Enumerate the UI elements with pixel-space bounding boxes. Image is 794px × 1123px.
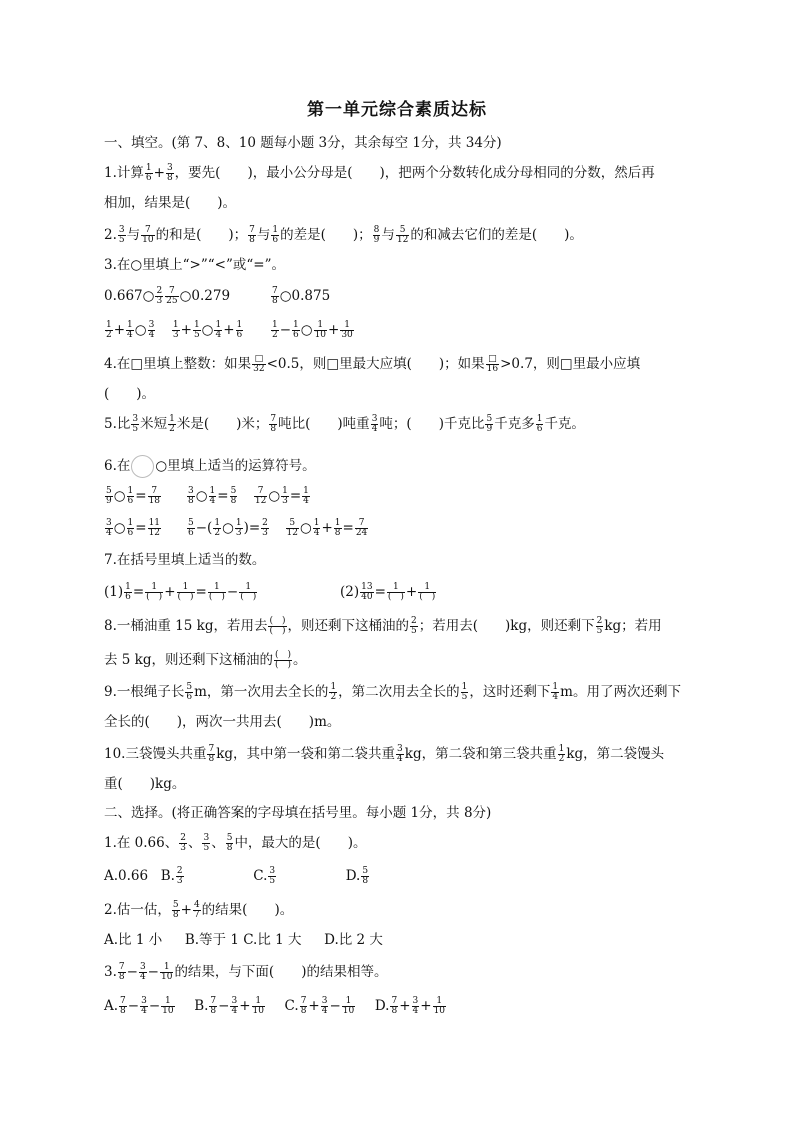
q10-text-d: kg，第二袋馒头 bbox=[566, 746, 665, 762]
s2-q2-option-d: D.比 2 大 bbox=[324, 932, 383, 948]
q9-line-2: 全长的( )，两次一共用去( )m。 bbox=[104, 714, 341, 730]
q6-heading bbox=[104, 455, 316, 478]
s2-q1-line: 1.在 0.66、 $\frac{2}{3}$ 、 $\frac{3}{5}$ 、 $\frac{5}{8}$ 中，最大的是( )。 bbox=[104, 833, 367, 853]
fraction-7-8: $\frac{7}{8}$ bbox=[210, 996, 217, 1016]
q3-text-a: 0.667○ bbox=[104, 288, 155, 304]
q3-row-2-right: $\frac{1}{2}$ − $\frac{1}{6}$ ○ $\frac{1}{10}$ + $\frac{1}{30}$ bbox=[272, 320, 353, 340]
s2-q3-option-d: D. bbox=[374, 998, 390, 1014]
q8-text-c: ；若用去( )kg，则还剩下 bbox=[418, 618, 595, 634]
fraction-7-8: $\frac{7}{8}$ bbox=[270, 414, 277, 434]
q9-text-a: 9.一根绳子长 bbox=[104, 684, 185, 700]
s2-q2-options bbox=[104, 930, 383, 950]
fraction-5-8: $\frac{5}{8}$ bbox=[362, 866, 369, 886]
fraction-3-4: $\frac{3}{4}$ bbox=[106, 518, 112, 538]
fraction-1-10: $\frac{1}{10}$ bbox=[314, 320, 327, 340]
q8-text-e: 去 5 kg，则还剩下这桶油的 bbox=[104, 652, 273, 668]
q7-row-right: (2) $\frac{13}{40}$ = 1 ( ) + 1 ( ) bbox=[340, 582, 436, 602]
q2-number: 2. bbox=[104, 227, 117, 243]
s2-q1-option-a: A.0.66 bbox=[104, 868, 149, 884]
fraction-2-5: $\frac{2}{5}$ bbox=[411, 616, 417, 636]
q5-text-b: 米短 bbox=[140, 416, 168, 432]
fraction-5-8: $\frac{5}{8}$ bbox=[172, 900, 179, 920]
fraction-7-8: $\frac{7}{8}$ bbox=[118, 962, 125, 982]
q6-row-1-mid: $\frac{3}{8}$ ○ $\frac{1}{4}$ = $\frac{5}{8}$ $\frac{7}{12}$ ○ $\frac{1}{3}$ = $\frac{1}{4}$ bbox=[188, 486, 309, 506]
fraction-5-8: $\frac{5}{8}$ bbox=[226, 833, 233, 853]
q3-row-1-right bbox=[270, 286, 330, 306]
q4-text-b: <0.5，则□里最大应填( )；如果 bbox=[266, 356, 485, 372]
fraction-1-4: $\frac{1}{4}$ bbox=[209, 486, 216, 506]
fraction-5-8: $\frac{5}{8}$ bbox=[230, 486, 237, 506]
s2-q2-line: 2.估一估， $\frac{5}{8}$ + $\frac{4}{7}$ 的结果( )。 bbox=[104, 900, 294, 920]
fraction-1-blank: 1 ( ) bbox=[177, 582, 194, 602]
fraction-1-2: $\frac{1}{2}$ bbox=[272, 320, 278, 340]
q7-heading: 7.在括号里填上适当的数。 bbox=[104, 552, 266, 568]
q5-line bbox=[104, 414, 585, 434]
fraction-1-4: $\frac{1}{4}$ bbox=[303, 486, 309, 506]
fraction-8-9: $\frac{8}{9}$ bbox=[373, 225, 380, 245]
s2-q1-option-c: C. bbox=[253, 868, 268, 884]
q7-row: (1) $\frac{1}{6}$ = 1 ( ) + 1 ( ) = 1 ( ) − 1 ( ) bbox=[104, 582, 257, 602]
q2-text-g: 的和减去它们的差是( )。 bbox=[410, 227, 583, 243]
q5-text-c: 米是( )米； bbox=[176, 416, 269, 432]
s2-q3-option-a: A. bbox=[104, 998, 119, 1014]
q5-text-e: 吨；( )千克比 bbox=[379, 416, 485, 432]
fraction-3-4: $\frac{3}{4}$ bbox=[412, 996, 419, 1016]
page-title: 第一单元综合素质达标 bbox=[307, 100, 487, 120]
q4-line-1 bbox=[104, 354, 640, 374]
s2-q3-option-c: C. bbox=[284, 998, 299, 1014]
q10-line-2: 重( )kg。 bbox=[104, 776, 186, 792]
fraction-1-3: $\frac{1}{3}$ bbox=[172, 320, 179, 340]
q9-text-d: ，这时还剩下 bbox=[469, 684, 551, 700]
q6-row-2: $\frac{3}{4}$ ○ $\frac{1}{6}$ = $\frac{11}{12}$ bbox=[106, 518, 161, 538]
q3-text-c: ○0.875 bbox=[279, 288, 331, 304]
s2-q1-text-b: 中，最大的是( )。 bbox=[234, 835, 367, 851]
fraction-7-12: $\frac{7}{12}$ bbox=[254, 486, 267, 506]
q5-text-a: 5.比 bbox=[104, 416, 131, 432]
fraction-1-10: $\frac{1}{10}$ bbox=[433, 996, 446, 1016]
fraction-3-5: $\frac{3}{5}$ bbox=[269, 866, 276, 886]
q8-line-1 bbox=[104, 616, 662, 636]
fraction-3-5: $\frac{3}{5}$ bbox=[132, 414, 139, 434]
fraction-3-4: $\frac{3}{4}$ bbox=[148, 320, 155, 340]
q9-text-c: ，第二次用去全长的 bbox=[338, 684, 460, 700]
fraction-7-18: $\frac{7}{18}$ bbox=[148, 486, 161, 506]
fraction-1-3: $\frac{1}{3}$ bbox=[282, 486, 288, 506]
fraction-1-5: $\frac{1}{5}$ bbox=[461, 682, 468, 702]
fraction-1-10: $\frac{1}{10}$ bbox=[162, 996, 174, 1016]
fraction-5-9: $\frac{5}{9}$ bbox=[106, 486, 112, 506]
section-1-heading: 一、填空。(第 7、8、10 题每小题 3分，其余每空 1分，共 34分) bbox=[104, 135, 502, 151]
q8-text-b: ，则还剩下这桶油的 bbox=[287, 618, 409, 634]
fraction-2-3: $\frac{2}{3}$ bbox=[262, 518, 268, 538]
s2-q3-text-b: 的结果，与下面( )的结果相等。 bbox=[174, 964, 388, 980]
fraction-blank-blank: ( ) ( ) bbox=[269, 616, 286, 636]
s2-q1-option-b: B. bbox=[160, 868, 175, 884]
fraction-1-blank: 1 ( ) bbox=[146, 582, 163, 602]
q5-text-f: 千克多 bbox=[494, 416, 535, 432]
q8-text-a: 8.一桶油重 15 kg，若用去 bbox=[104, 618, 268, 634]
q6-text-a: 6.在 bbox=[104, 458, 131, 474]
s2-q2-option-a: A.比 1 小 bbox=[104, 932, 163, 948]
q6-text-b: ○里填上适当的运算符号。 bbox=[155, 458, 316, 474]
q8-line-2 bbox=[104, 650, 307, 670]
q6-row-1: $\frac{5}{9}$ ○ $\frac{1}{6}$ = $\frac{7}{18}$ bbox=[106, 486, 161, 506]
fraction-2-3: $\frac{2}{3}$ bbox=[180, 833, 186, 853]
fraction-1-6: $\frac{1}{6}$ bbox=[293, 320, 299, 340]
fraction-1-6: $\frac{1}{6}$ bbox=[127, 486, 134, 506]
q2-line bbox=[104, 225, 583, 245]
q3-heading: 3.在○里填上“>”“<”或“=”。 bbox=[104, 257, 286, 273]
fraction-1-6: $\frac{1}{6}$ bbox=[536, 414, 543, 434]
s2-q3-line: 3. $\frac{7}{8}$ − $\frac{3}{4}$ − $\frac{1}{10}$ 的结果，与下面( )的结果相等。 bbox=[104, 962, 388, 982]
q5-text-d: 吨比( )吨重 bbox=[278, 416, 370, 432]
fraction-3-8: $\frac{3}{8}$ bbox=[188, 486, 194, 506]
fraction-1-blank: 1 ( ) bbox=[240, 582, 257, 602]
q3-row-2: $\frac{1}{2}$ + $\frac{1}{4}$ ○ $\frac{3}{4}$ $\frac{1}{3}$ + $\frac{1}{5}$ ○ $\frac{1}{4}$ + $\frac{1}{6}$ bbox=[106, 320, 243, 340]
circle-mark bbox=[131, 455, 154, 478]
fraction-1-3: $\frac{1}{3}$ bbox=[235, 518, 242, 538]
s2-q2-text-a: 2.估一估， bbox=[104, 902, 171, 918]
fraction-7-8: $\frac{7}{8}$ bbox=[120, 996, 126, 1016]
fraction-7-24: $\frac{7}{24}$ bbox=[355, 518, 368, 538]
section-2-heading: 二、选择。(将正确答案的字母填在括号里。每小题 1分，共 8分) bbox=[104, 805, 492, 821]
q1-line-1: 1.计算 $\frac{1}{6}$ + $\frac{3}{8}$ ，要先( )，最小公分母是( )，把两个分数转化成分母相同的分数，然后再 bbox=[104, 163, 655, 183]
fraction-1-6: $\frac{1}{6}$ bbox=[272, 225, 279, 245]
s2-q1-option-d: D. bbox=[345, 868, 361, 884]
fraction-1-10: $\frac{1}{10}$ bbox=[252, 996, 264, 1016]
fraction-3-4: $\frac{3}{4}$ bbox=[321, 996, 328, 1016]
fraction-1-blank: 1 ( ) bbox=[387, 582, 404, 602]
q4-text-a: 4.在□里填上整数：如果 bbox=[104, 356, 252, 372]
s2-q1-text-a: 1.在 0.66、 bbox=[104, 835, 179, 851]
q9-text-e: m。用了两次还剩下 bbox=[560, 684, 681, 700]
fraction-1-5: $\frac{1}{5}$ bbox=[193, 320, 200, 340]
fraction-5-12: $\frac{5}{12}$ bbox=[286, 518, 298, 538]
fraction-11-12: $\frac{11}{12}$ bbox=[148, 518, 161, 538]
q8-text-f: 。 bbox=[293, 652, 307, 668]
q6-row-2-mid: $\frac{5}{6}$ −( $\frac{1}{2}$ ○ $\frac{1}{3}$ )= $\frac{2}{3}$ $\frac{5}{12}$ ○ $\frac{1}{4}$ + $\frac{1}{8}$ = $\frac{7}{24}$ bbox=[188, 518, 368, 538]
q2-text-f: 与 bbox=[381, 227, 395, 243]
fraction-7-8: $\frac{7}{8}$ bbox=[208, 744, 215, 764]
fraction-1-2: $\frac{1}{2}$ bbox=[330, 682, 337, 702]
q2-text-b: 与 bbox=[126, 227, 141, 243]
q9-text-b: m，第一次用去全长的 bbox=[194, 684, 329, 700]
fraction-3-5: $\frac{3}{5}$ bbox=[203, 833, 210, 853]
fraction-1-6: $\frac{1}{6}$ bbox=[127, 518, 134, 538]
q7-part-1-label: (1) bbox=[104, 584, 124, 600]
q1-text-b: ，要先( )，最小公分母是( )，把两个分数转化成分母相同的分数，然后再 bbox=[174, 165, 655, 181]
q4-line-2: ( )。 bbox=[104, 386, 156, 402]
fraction-7-10: $\frac{7}{10}$ bbox=[142, 225, 154, 245]
fraction-1-4: $\frac{1}{4}$ bbox=[552, 682, 559, 702]
q3-text-b: ○0.279 bbox=[179, 288, 231, 304]
s2-q2-text-b: 的结果( )。 bbox=[201, 902, 294, 918]
fraction-2-5: $\frac{2}{5}$ bbox=[596, 616, 603, 636]
fraction-2-3: $\frac{2}{3}$ bbox=[176, 866, 183, 886]
fraction-1-6: $\frac{1}{6}$ bbox=[145, 163, 152, 183]
fraction-7-8: $\frac{7}{8}$ bbox=[300, 996, 307, 1016]
fraction-1-blank: 1 ( ) bbox=[208, 582, 225, 602]
fraction-7-8: $\frac{7}{8}$ bbox=[249, 225, 255, 245]
fraction-5-6: $\frac{5}{6}$ bbox=[188, 518, 194, 538]
fraction-1-10: $\frac{1}{10}$ bbox=[160, 962, 173, 982]
s2-q3-text-a: 3. bbox=[104, 964, 117, 980]
fraction-1-2: $\frac{1}{2}$ bbox=[169, 414, 175, 434]
q5-text-g: 千克。 bbox=[544, 416, 585, 432]
q9-line-1 bbox=[104, 682, 681, 702]
fraction-7-25: $\frac{7}{25}$ bbox=[166, 286, 178, 306]
q10-line-1 bbox=[104, 744, 664, 764]
fraction-3-4: $\frac{3}{4}$ bbox=[397, 744, 403, 764]
fraction-1-8: $\frac{1}{8}$ bbox=[334, 518, 341, 538]
fraction-1-6: $\frac{1}{6}$ bbox=[125, 582, 131, 602]
fraction-7-8: $\frac{7}{8}$ bbox=[391, 996, 398, 1016]
fraction-3-4: $\frac{3}{4}$ bbox=[371, 414, 378, 434]
fraction-1-30: $\frac{1}{30}$ bbox=[341, 320, 353, 340]
fraction-1-2: $\frac{1}{2}$ bbox=[558, 744, 565, 764]
fraction-13-40: $\frac{13}{40}$ bbox=[361, 582, 373, 602]
fraction-3-4: $\frac{3}{4}$ bbox=[141, 996, 147, 1016]
q2-text-e: 的差是( )； bbox=[280, 227, 372, 243]
s2-q3-option-b: B. bbox=[194, 998, 209, 1014]
q4-text-c: >0.7，则□里最小应填 bbox=[500, 356, 641, 372]
fraction-5-9: $\frac{5}{9}$ bbox=[486, 414, 493, 434]
fraction-7-8: $\frac{7}{8}$ bbox=[272, 286, 278, 306]
q1-text-a: 1.计算 bbox=[104, 165, 144, 181]
q1-line-2: 相加，结果是( )。 bbox=[104, 195, 237, 211]
q10-text-b: kg，其中第一袋和第二袋共重 bbox=[216, 746, 396, 762]
fraction-1-4: $\frac{1}{4}$ bbox=[127, 320, 133, 340]
fraction-1-6: $\frac{1}{6}$ bbox=[236, 320, 243, 340]
fraction-4-7: $\frac{4}{7}$ bbox=[193, 900, 200, 920]
fraction-1-4: $\frac{1}{4}$ bbox=[215, 320, 222, 340]
fraction-3-4: $\frac{3}{4}$ bbox=[231, 996, 238, 1016]
q7-part-2-label: (2) bbox=[340, 584, 360, 600]
fraction-1-10: $\frac{1}{10}$ bbox=[342, 996, 355, 1016]
fraction-3-5: $\frac{3}{5}$ bbox=[118, 225, 125, 245]
fraction-1-2: $\frac{1}{2}$ bbox=[214, 518, 221, 538]
s2-q2-option-b: B.等于 1 bbox=[184, 932, 239, 948]
fraction-2-3: $\frac{2}{3}$ bbox=[156, 286, 163, 306]
fraction-1-2: $\frac{1}{2}$ bbox=[106, 320, 112, 340]
s2-q1-options bbox=[104, 866, 370, 886]
q2-text-c: 的和是( )； bbox=[155, 227, 248, 243]
fraction-5-6: $\frac{5}{6}$ bbox=[186, 682, 193, 702]
s2-q3-options: A. $\frac{7}{8}$ − $\frac{3}{4}$ − $\frac{1}{10}$ B. $\frac{7}{8}$ − $\frac{3}{4}$ + $\frac{1}{10}$ C. $\frac{7}{8}$ + $\frac{3}{4}$ − $\frac{1}{10}$ D. $\frac{7}{8}$ + $\frac{3}{4}$ + $\frac{1}{10}$ bbox=[104, 996, 446, 1016]
q2-text-d: 与 bbox=[256, 227, 271, 243]
fraction-3-4: $\frac{3}{4}$ bbox=[139, 962, 146, 982]
q3-row-1 bbox=[104, 286, 230, 306]
q10-text-c: kg，第二袋和第三袋共重 bbox=[404, 746, 557, 762]
fraction-box-32: □ 32 bbox=[253, 354, 265, 374]
fraction-blank-blank: ( ) ( ) bbox=[275, 650, 292, 670]
q10-text-a: 10.三袋馒头共重 bbox=[104, 746, 207, 762]
fraction-1-blank: 1 ( ) bbox=[419, 582, 436, 602]
fraction-3-8: $\frac{3}{8}$ bbox=[166, 163, 173, 183]
fraction-5-12: $\frac{5}{12}$ bbox=[396, 225, 409, 245]
fraction-1-4: $\frac{1}{4}$ bbox=[313, 518, 320, 538]
fraction-box-16: □ 16 bbox=[486, 354, 499, 374]
q8-text-d: kg；若用 bbox=[604, 618, 662, 634]
s2-q2-option-c: C.比 1 大 bbox=[243, 932, 302, 948]
